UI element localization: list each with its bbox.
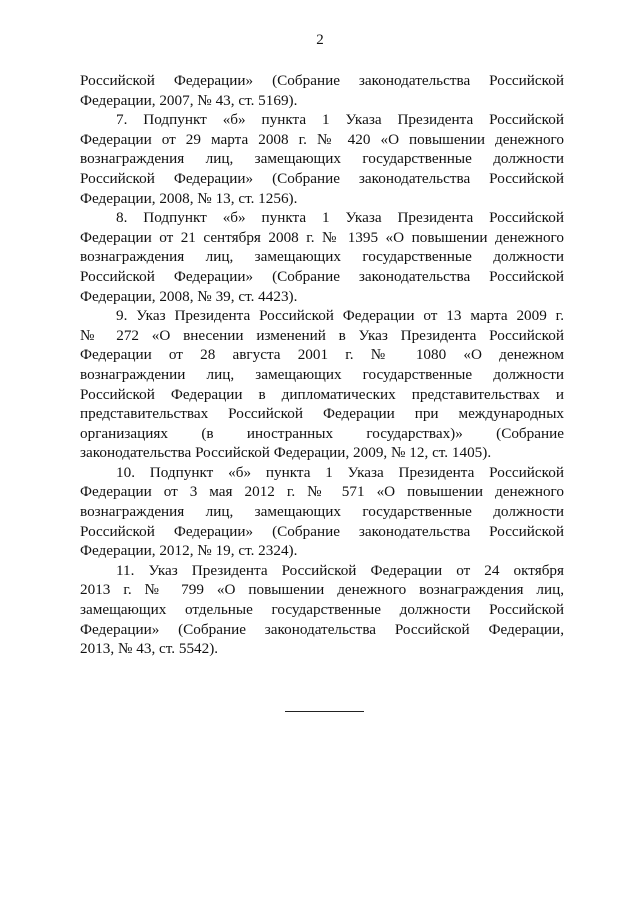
text-line: Федерации от 28 августа 2001 г. № 1080 «О денежном (80, 346, 564, 364)
paragraph-item-8 (80, 208, 564, 306)
text-line: вознаграждении лиц, замещающих государственные должности (80, 365, 564, 383)
text-line: Российской Федерации в дипломатических представительствах и (80, 385, 564, 403)
text-line: 11. Указ Президента Российской Федерации от 24 октября (116, 561, 564, 579)
document-body (80, 71, 564, 659)
text-line: Федерации от 21 сентября 2008 г. № 1395 «О повышении денежного (80, 228, 564, 246)
text-line: Российской Федерации» (Собрание законодательства Российской (80, 169, 564, 187)
text-line: вознаграждения лиц, замещающих государственные должности (80, 248, 564, 266)
paragraph-item-11 (80, 561, 564, 659)
text-line: Федерации» (Собрание законодательства Российской Федерации, (80, 620, 564, 638)
end-of-document-rule (285, 711, 364, 712)
text-line: Федерации, 2008, № 39, ст. 4423). (80, 287, 298, 305)
text-line: законодательства Российской Федерации, 2009, № 12, ст. 1405). (80, 444, 492, 462)
text-line: Федерации, 2007, № 43, ст. 5169). (80, 91, 298, 109)
text-line: представительствах Российской Федерации при международных (80, 405, 564, 423)
text-line: Российской Федерации» (Собрание законодательства Российской (80, 72, 564, 89)
text-line: 2013, № 43, ст. 5542). (80, 640, 219, 658)
text-line: Российской Федерации» (Собрание законодательства Российской (80, 267, 564, 285)
text-line: замещающих отдельные государственные должности Российской (80, 601, 564, 619)
paragraph-continuation (80, 71, 564, 110)
text-line: Российской Федерации» (Собрание законодательства Российской (80, 522, 564, 540)
text-line: 10. Подпункт «б» пункта 1 Указа Президента Российской (116, 463, 564, 481)
paragraph-item-9 (80, 306, 564, 463)
text-line: Федерации от 3 мая 2012 г. № 571 «О повышении денежного (80, 483, 564, 501)
text-line: 2013 г. № 799 «О повышении денежного вознаграждения лиц, (80, 581, 564, 599)
paragraph-item-7 (80, 110, 564, 208)
page-number: 2 (316, 32, 324, 48)
text-line: 8. Подпункт «б» пункта 1 Указа Президента Российской (116, 209, 564, 227)
text-line: 9. Указ Президента Российской Федерации от 13 марта 2009 г. (116, 307, 564, 325)
paragraph-item-10 (80, 463, 564, 561)
text-line: Федерации от 29 марта 2008 г. № 420 «О повышении денежного (80, 130, 564, 148)
text-line: 7. Подпункт «б» пункта 1 Указа Президента Российской (116, 111, 564, 129)
text-line: вознаграждения лиц, замещающих государственные должности (80, 503, 564, 521)
text-line: вознаграждения лиц, замещающих государственные должности (80, 150, 564, 168)
text-line: Федерации, 2012, № 19, ст. 2324). (80, 542, 298, 560)
text-line: Федерации, 2008, № 13, ст. 1256). (80, 189, 298, 207)
text-line: организациях (в иностранных государствах)» (Собрание (80, 424, 564, 442)
text-line: № 272 «О внесении изменений в Указ Президента Российской (80, 326, 564, 344)
